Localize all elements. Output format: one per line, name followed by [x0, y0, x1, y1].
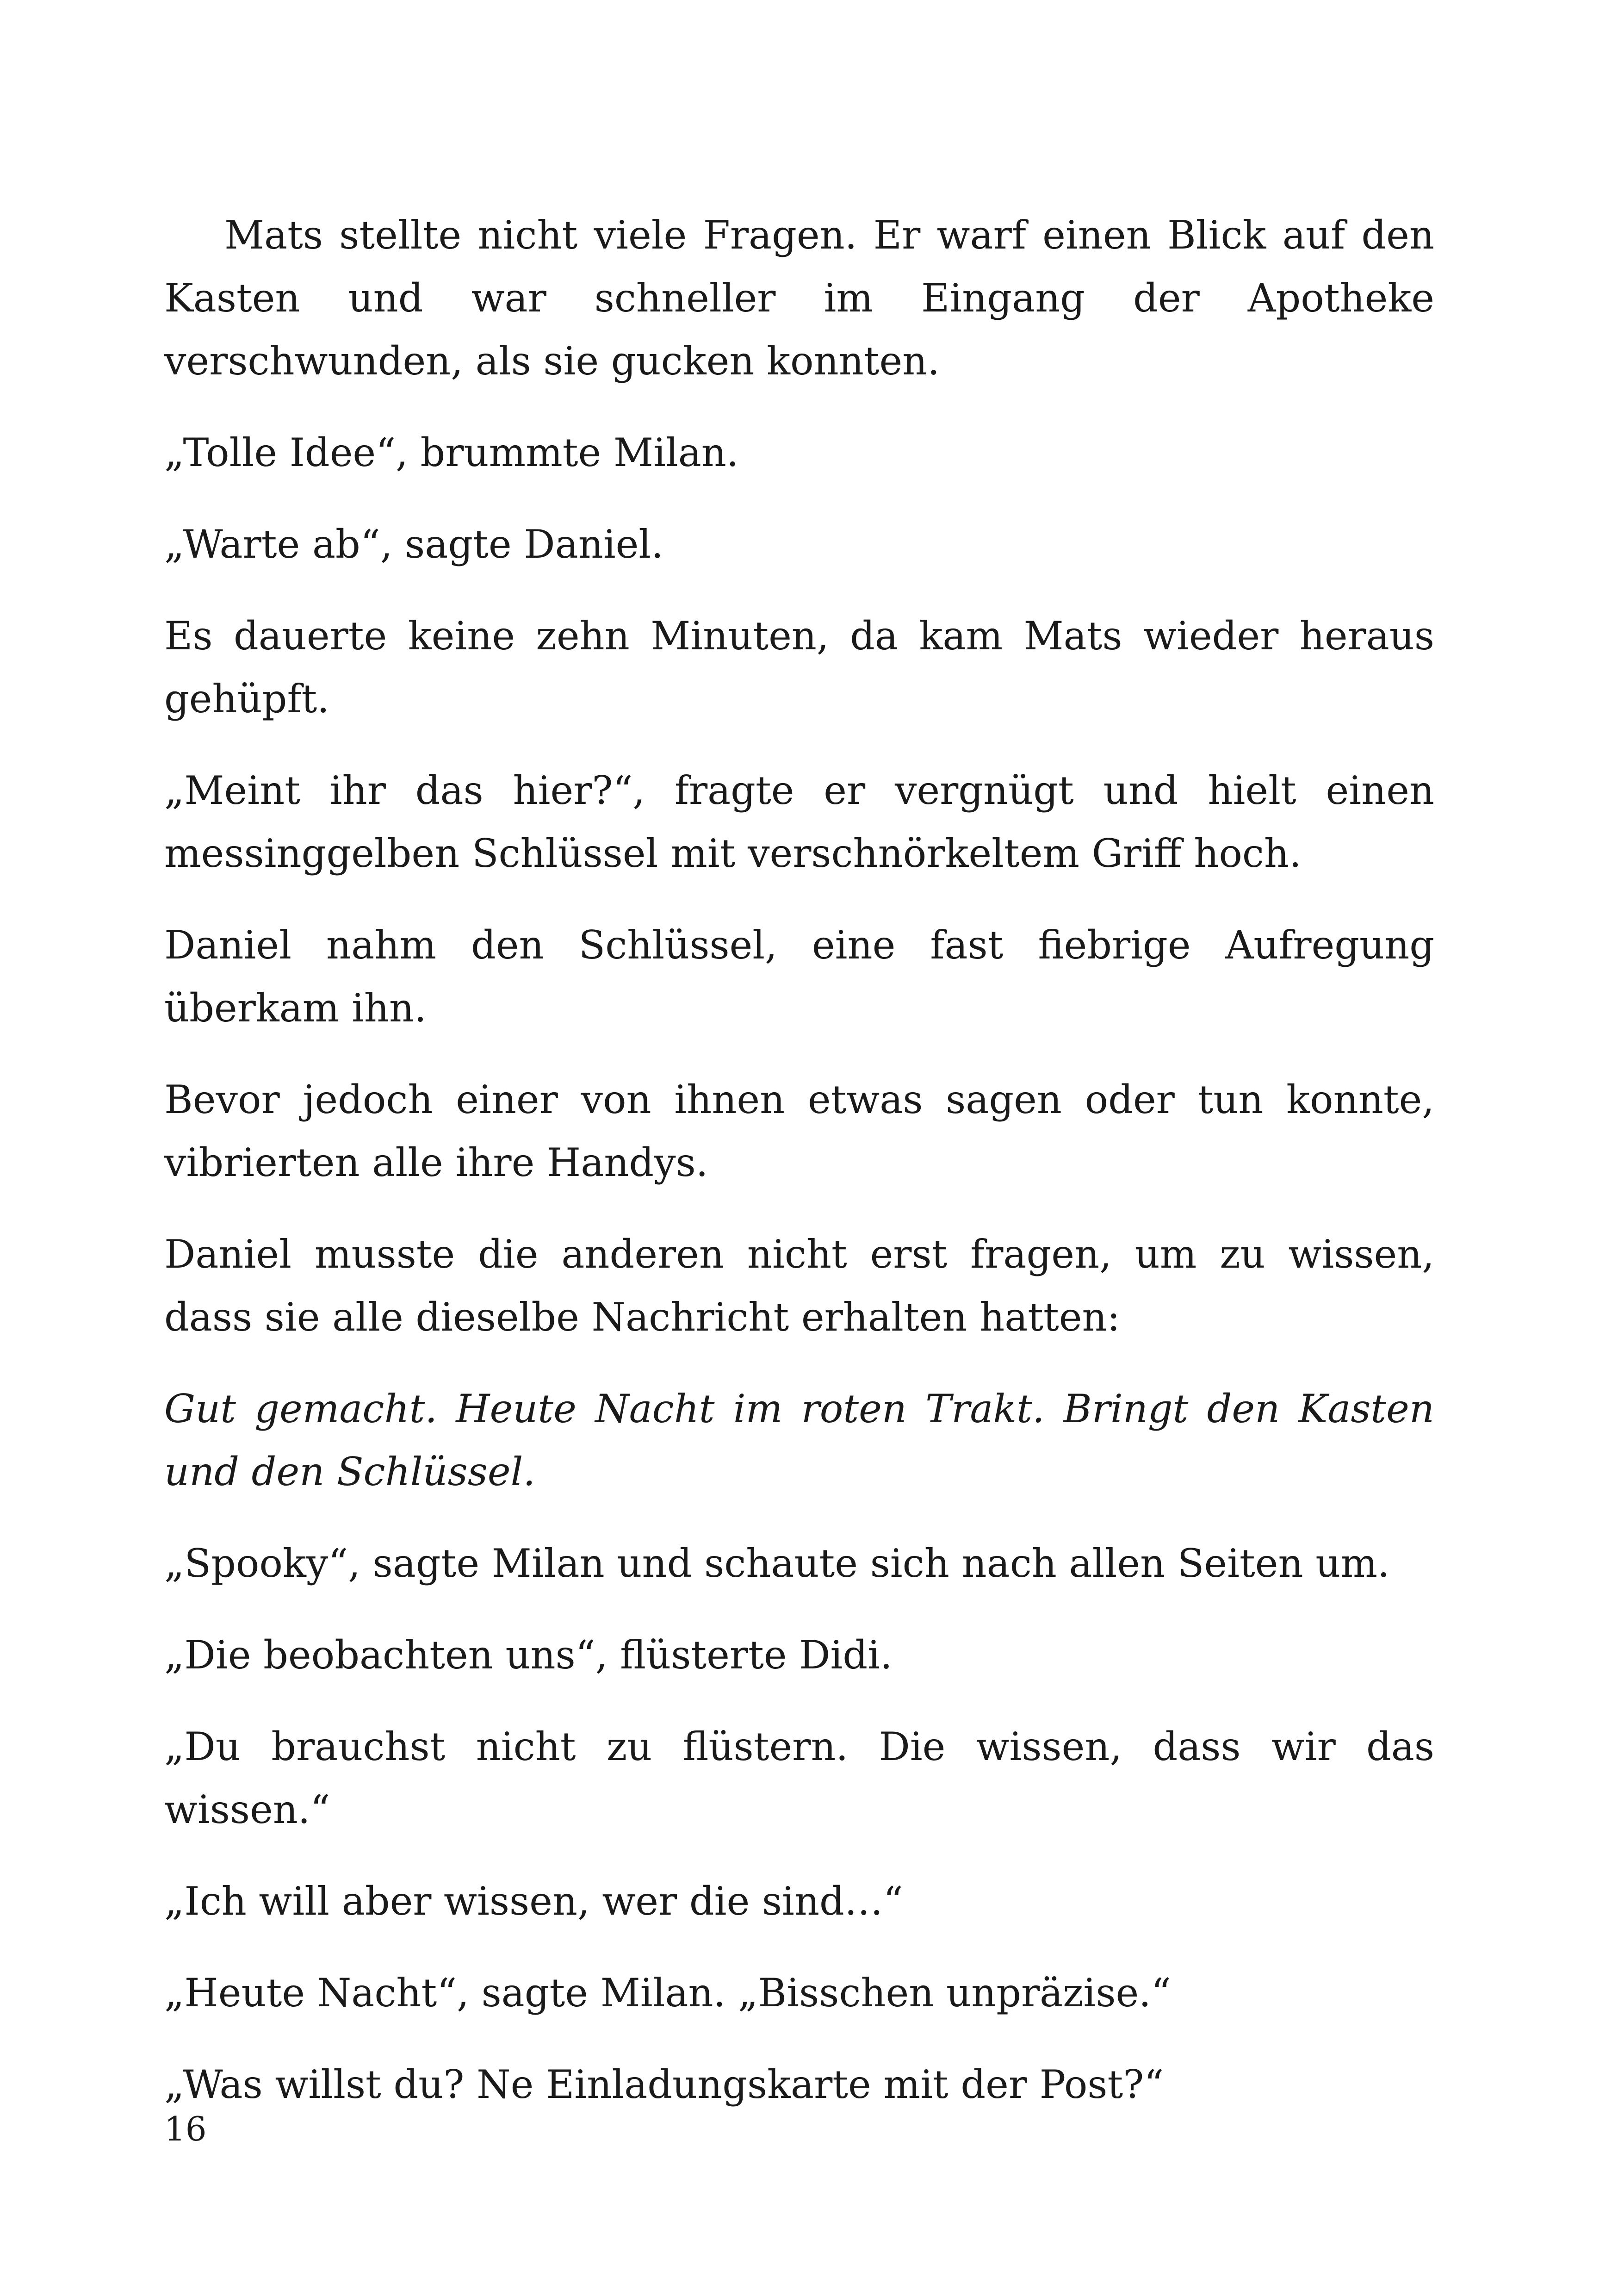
body-text	[164, 204, 1434, 2145]
paragraph-opening: Mats stellte nicht viele Fragen. Er warf einen Blick auf den Kasten und war schneller im Eingang der Apotheke verschwunden, als sie gucken konnten.	[164, 212, 1434, 384]
paragraph-dialogue: „Warte ab“, sagte Daniel.	[164, 522, 663, 567]
paragraph-message-italic: Gut gemacht. Heute Nacht im roten Trakt. Bringt den Kasten und den Schlüssel.	[164, 1386, 1434, 1494]
paragraph-dialogue: „Ich will aber wissen, wer die sind…“	[164, 1879, 903, 1924]
paragraph: Bevor jedoch einer von ihnen etwas sagen oder tun konnte, vibrierten alle ihre Handys.	[164, 1077, 1434, 1185]
paragraph-dialogue: „Was willst du? Ne Einladungskarte mit der Post?“	[164, 2062, 1164, 2107]
paragraph: Daniel musste die anderen nicht erst fragen, um zu wissen, dass sie alle dieselbe Nachricht erhalten hatten:	[164, 1232, 1434, 1340]
paragraph-dialogue: „Du brauchst nicht zu flüstern. Die wissen, dass wir das wissen.“	[164, 1724, 1434, 1832]
page-number: 16	[164, 2109, 207, 2148]
paragraph-dialogue: „Heute Nacht“, sagte Milan. „Bisschen unpräzise.“	[164, 1970, 1171, 2016]
paragraph-dialogue: „Die beobachten uns“, flüsterte Didi.	[164, 1632, 893, 1678]
paragraph-dialogue: „Tolle Idee“, brummte Milan.	[164, 430, 739, 475]
paragraph: Es dauerte keine zehn Minuten, da kam Mats wieder heraus gehüpft.	[164, 613, 1434, 722]
paragraph-dialogue: „Spooky“, sagte Milan und schaute sich nach allen Seiten um.	[164, 1541, 1390, 1586]
paragraph-dialogue: „Meint ihr das hier?“, fragte er vergnügt und hielt einen messinggelben Schlüssel mit verschnörkeltem Griff hoch.	[164, 768, 1434, 876]
paragraph: Daniel nahm den Schlüssel, eine fast fiebrige Aufregung überkam ihn.	[164, 922, 1434, 1031]
